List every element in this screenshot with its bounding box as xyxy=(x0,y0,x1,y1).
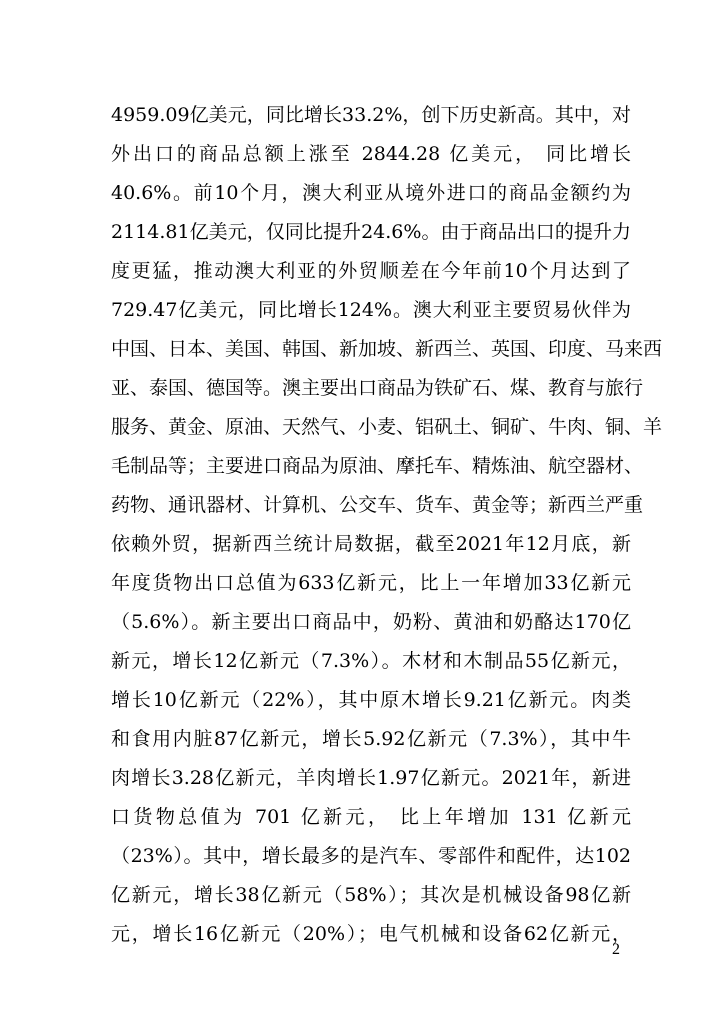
text-line: 毛制品等；主要进口商品为原油、摩托车、精炼油、航空器材、 xyxy=(111,455,644,477)
text-line: 2114.81亿美元，仅同比提升24.6%。由于商品出口的提升力 xyxy=(111,221,631,243)
text-line: 亿新元，增长38亿新元（58%）；其次是机械设备98亿新 xyxy=(111,884,631,906)
text-line: 亚、泰国、德国等。澳主要出口商品为铁矿石、煤、教育与旅行 xyxy=(111,377,644,399)
text-line: 依赖外贸，据新西兰统计局数据，截至2021年12月底，新 xyxy=(111,533,631,555)
text-line: 服务、黄金、原油、天然气、小麦、铝矾土、铜矿、牛肉、铜、羊 xyxy=(111,416,663,438)
page-number: 2 xyxy=(612,941,620,958)
text-line: 元，增长16亿新元（20%）；电气机械和设备62亿新元， xyxy=(111,923,631,945)
text-line: 新元，增长12亿新元（7.3%）。木材和木制品55亿新元， xyxy=(111,650,631,672)
text-line: 40.6%。前10个月，澳大利亚从境外进口的商品金额约为 xyxy=(111,182,631,204)
text-line: 4959.09亿美元，同比增长33.2%，创下历史新高。其中，对 xyxy=(111,104,631,126)
text-line: 外出口的商品总额上涨至 2844.28 亿美元， 同比增长 xyxy=(111,143,631,165)
text-line: 729.47亿美元，同比增长124%。澳大利亚主要贸易伙伴为 xyxy=(111,299,631,321)
text-line: 肉增长3.28亿新元，羊肉增长1.97亿新元。2021年，新进 xyxy=(111,767,631,789)
text-line: 年度货物出口总值为633亿新元，比上一年增加33亿新元 xyxy=(111,572,631,594)
text-line: （5.6%）。新主要出口商品中，奶粉、黄油和奶酪达170亿 xyxy=(111,611,631,633)
text-line: 和食用内脏87亿新元，增长5.92亿新元（7.3%），其中牛 xyxy=(111,728,631,750)
text-line: 药物、通讯器材、计算机、公交车、货车、黄金等；新西兰严重 xyxy=(111,494,644,516)
text-line: 度更猛，推动澳大利亚的外贸顺差在今年前10个月达到了 xyxy=(111,260,631,282)
body-text xyxy=(111,96,663,954)
text-line: 增长10亿新元（22%），其中原木增长9.21亿新元。肉类 xyxy=(111,689,631,711)
text-line: （23%）。其中，增长最多的是汽车、零部件和配件，达102 xyxy=(111,845,631,867)
text-line: 口货物总值为 701 亿新元， 比上年增加 131 亿新元 xyxy=(111,806,631,828)
text-line: 中国、日本、美国、韩国、新加坡、新西兰、英国、印度、马来西 xyxy=(111,338,663,360)
